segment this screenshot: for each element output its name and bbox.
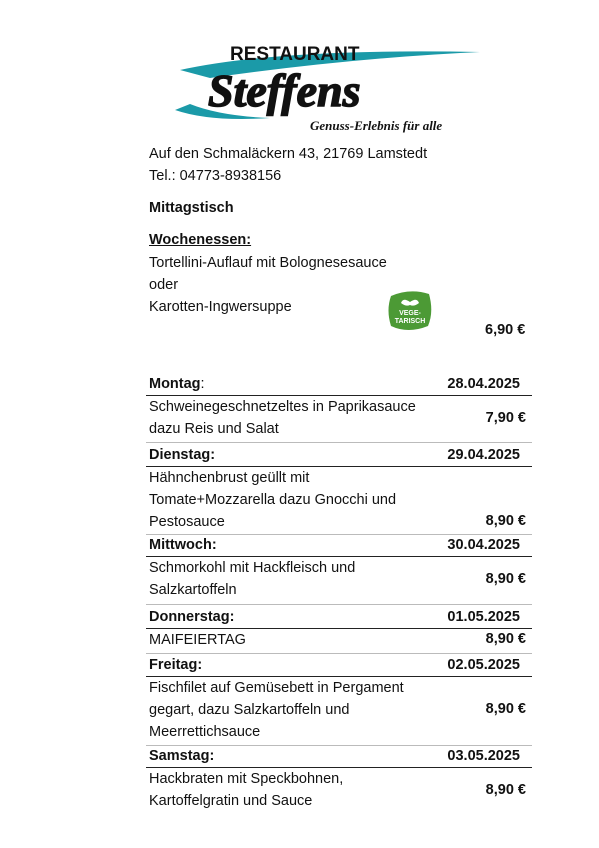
weekly-line-2: oder [149, 277, 179, 293]
day-date: 02.05.2025 [447, 657, 520, 673]
day-date: 30.04.2025 [447, 537, 520, 553]
day-header-friday [146, 655, 532, 677]
dish-line: Schweinegeschnetzeltes in Paprikasauce [149, 399, 416, 415]
day-date: 28.04.2025 [447, 376, 520, 392]
badge-text-1: VEGE- [399, 310, 421, 317]
logo-name-text: Steffens [208, 65, 361, 116]
dish-line: Kartoffelgratin und Sauce [149, 793, 313, 809]
dish-line: Salzkartoffeln [149, 582, 237, 598]
badge-text-2: TARISCH [394, 318, 426, 325]
dish-line: dazu Reis und Salat [149, 421, 279, 437]
day-header-saturday [146, 746, 532, 768]
dish-line: Pestosauce [149, 514, 225, 530]
dish-monday [146, 396, 532, 443]
vegetarian-badge-icon [386, 288, 434, 332]
section-title: Mittagstisch [149, 200, 234, 216]
dish-line: Fischfilet auf Gemüsebett in Pergament [149, 680, 404, 696]
day-header-tuesday [146, 445, 532, 467]
dish-price: 8,90 € [485, 782, 526, 798]
day-name: Mittwoch: [149, 537, 217, 553]
dish-line: Hackbraten mit Speckbohnen, [149, 771, 344, 787]
dish-price: 8,90 € [485, 631, 526, 647]
dish-line: Meerrettichsauce [149, 724, 261, 740]
weekly-line-1: Tortellini-Auflauf mit Bolognesesauce [149, 255, 387, 271]
dish-line: Schmorkohl mit Hackfleisch und [149, 560, 356, 576]
day-date: 29.04.2025 [447, 447, 520, 463]
logo-slogan-text: Genuss-Erlebnis für alle [310, 118, 443, 133]
day-date: 01.05.2025 [447, 609, 520, 625]
dish-friday [146, 677, 532, 746]
day-header-wednesday [146, 535, 532, 557]
day-name: Freitag: [149, 657, 203, 673]
dish-price: 8,90 € [485, 701, 526, 717]
restaurant-logo [150, 30, 490, 140]
day-name: Samstag: [149, 748, 215, 764]
weekly-line-3: Karotten-Ingwersuppe [149, 299, 292, 315]
dish-line: gegart, dazu Salzkartoffeln und [149, 702, 350, 718]
logo-top-text: RESTAURANT [230, 44, 360, 65]
day-name: Donnerstag: [149, 609, 235, 625]
weekly-price: 6,90 € [485, 322, 526, 338]
day-date: 03.05.2025 [447, 748, 520, 764]
day-name: Dienstag: [149, 447, 216, 463]
day-name: Montag: [149, 376, 205, 392]
dish-wednesday [146, 557, 532, 605]
day-header-monday [146, 374, 532, 396]
address-street: Auf den Schmaläckern 43, 21769 Lamstedt [149, 146, 428, 162]
dish-line: MAIFEIERTAG [149, 632, 246, 648]
dish-line: Tomate+Mozzarella dazu Gnocchi und [149, 492, 397, 508]
dish-price: 7,90 € [485, 410, 526, 426]
day-header-thursday [146, 607, 532, 629]
dish-price: 8,90 € [485, 571, 526, 587]
dish-price: 8,90 € [485, 513, 526, 529]
dish-thursday [146, 629, 532, 654]
dish-tuesday [146, 467, 532, 535]
dish-saturday [146, 768, 532, 814]
weekly-heading: Wochenessen: [149, 232, 252, 248]
address-phone: Tel.: 04773-8938156 [149, 168, 282, 184]
dish-line: Hähnchenbrust geüllt mit [149, 470, 310, 486]
